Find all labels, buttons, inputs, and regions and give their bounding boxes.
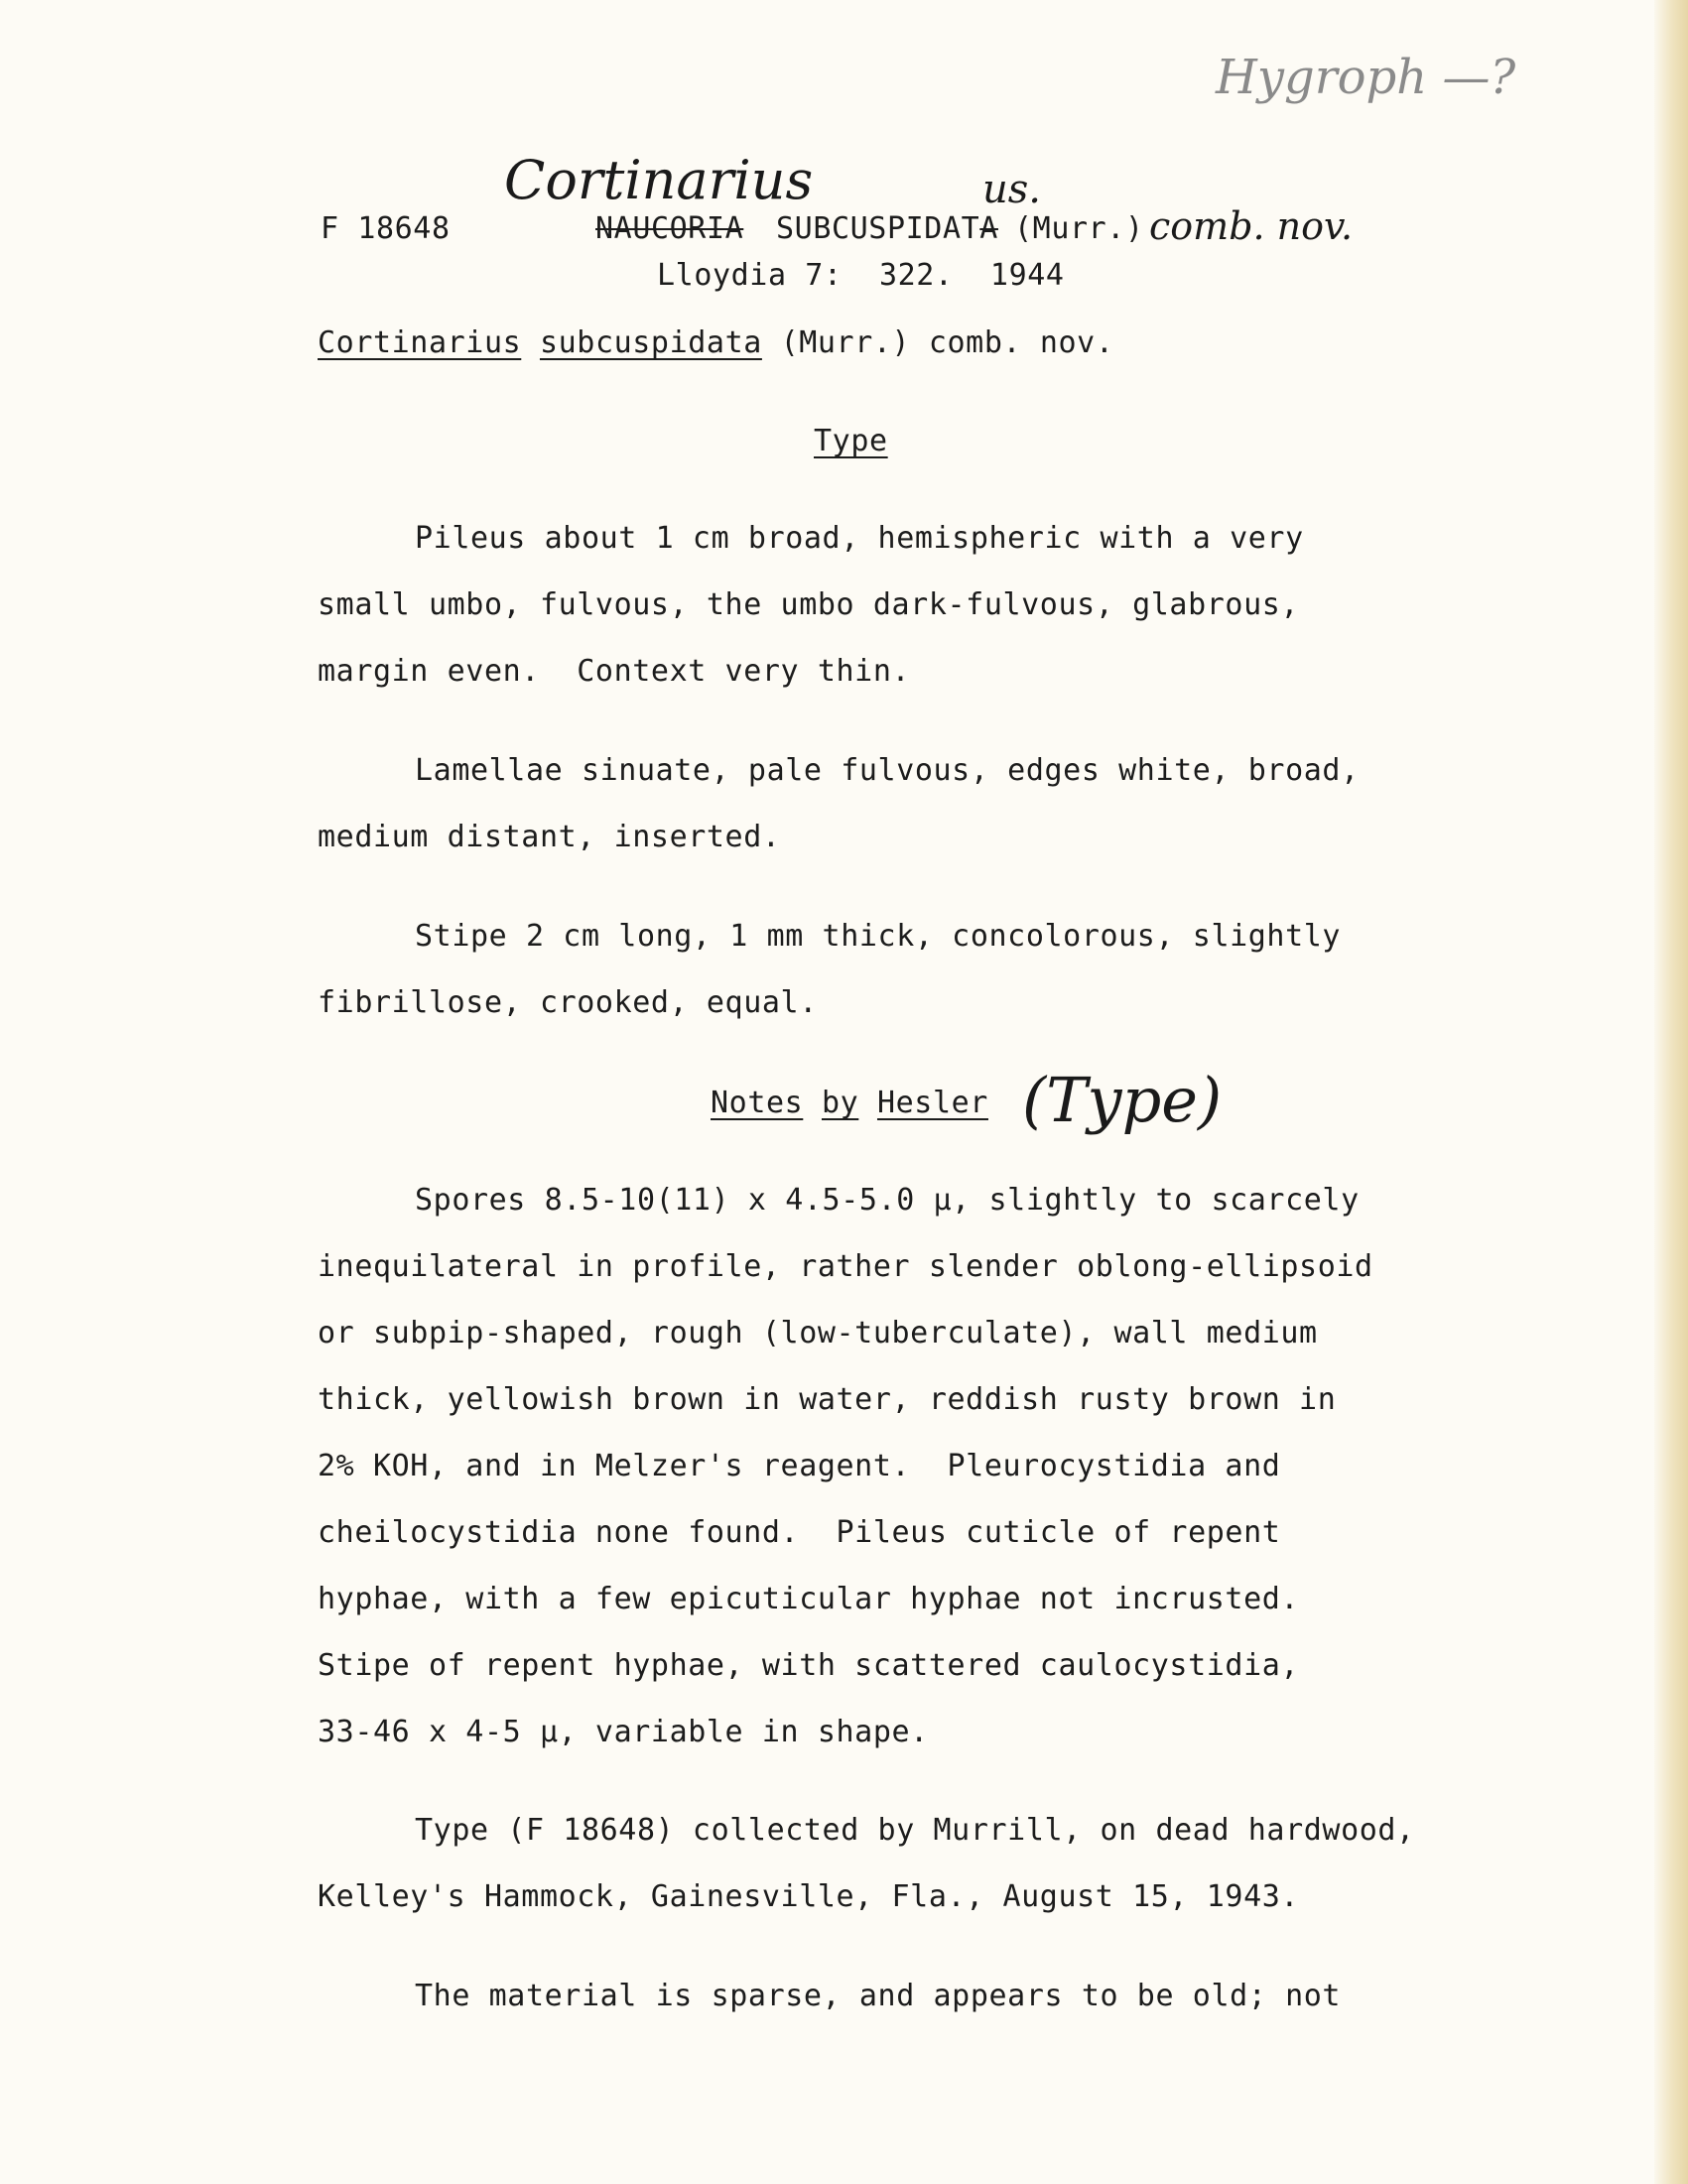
name-rest: (Murr.) comb. nov.	[761, 325, 1114, 360]
spores-line-3: or subpip-shaped, rough (low-tuberculate), wall medium	[318, 1316, 1318, 1350]
spores-line-5: 2% KOH, and in Melzer's reagent. Pleurocystidia and	[318, 1449, 1281, 1483]
spores-line-8: Stipe of repent hyphae, with scattered caulocystidia,	[318, 1648, 1300, 1683]
accession-number: F 18648	[321, 211, 451, 246]
struck-genus: NAUCORIA	[595, 211, 744, 246]
material-line-1: The material is sparse, and appears to be old; not	[415, 1979, 1342, 2013]
spores-line-4: thick, yellowish brown in water, reddish rusty brown in	[318, 1382, 1337, 1417]
lamellae-line-2: medium distant, inserted.	[318, 820, 781, 854]
species-name: SUBCUSPIDATA	[776, 211, 998, 246]
species-underlined: subcuspidata	[539, 325, 762, 360]
citation: Lloydia 7: 322. 1944	[657, 258, 1065, 293]
lamellae-line-1: Lamellae sinuate, pale fulvous, edges white, broad,	[415, 753, 1360, 788]
notes-heading: Notes by Hesler	[711, 1086, 988, 1120]
name-line	[318, 324, 1113, 362]
spores-line-9: 33-46 x 4-5 µ, variable in shape.	[318, 1715, 929, 1749]
pileus-line-1: Pileus about 1 cm broad, hemispheric with a very	[415, 521, 1304, 556]
spores-line-1: Spores 8.5-10(11) x 4.5-5.0 µ, slightly to scarcely	[415, 1183, 1360, 1218]
pileus-line-3: margin even. Context very thin.	[318, 654, 911, 689]
type-heading: Type	[814, 424, 888, 458]
authority: (Murr.)	[1014, 211, 1144, 246]
stipe-line-1: Stipe 2 cm long, 1 mm thick, concolorous, slightly	[415, 919, 1342, 954]
spores-line-2: inequilateral in profile, rather slender oblong-ellipsoid	[318, 1249, 1373, 1284]
genus-underlined: Cortinarius	[318, 325, 522, 360]
collection-line-1: Type (F 18648) collected by Murrill, on dead hardwood,	[415, 1813, 1415, 1848]
handwritten-genus: Cortinarius	[504, 149, 814, 211]
handwritten-type: (Type)	[1022, 1064, 1223, 1136]
handwritten-comb-nov: comb. nov.	[1149, 204, 1354, 248]
pileus-line-2: small umbo, fulvous, the umbo dark-fulvous, glabrous,	[318, 587, 1300, 622]
pencil-annotation: Hygroph —?	[1216, 50, 1516, 105]
collection-line-2: Kelley's Hammock, Gainesville, Fla., August 15, 1943.	[318, 1879, 1300, 1914]
spores-line-6: cheilocystidia none found. Pileus cuticle of repent	[318, 1515, 1281, 1550]
stipe-line-2: fibrillose, crooked, equal.	[318, 985, 818, 1020]
page-edge-shadow	[1654, 0, 1688, 2184]
spores-line-7: hyphae, with a few epicuticular hyphae not incrusted.	[318, 1582, 1300, 1616]
handwritten-us: us.	[982, 167, 1042, 212]
